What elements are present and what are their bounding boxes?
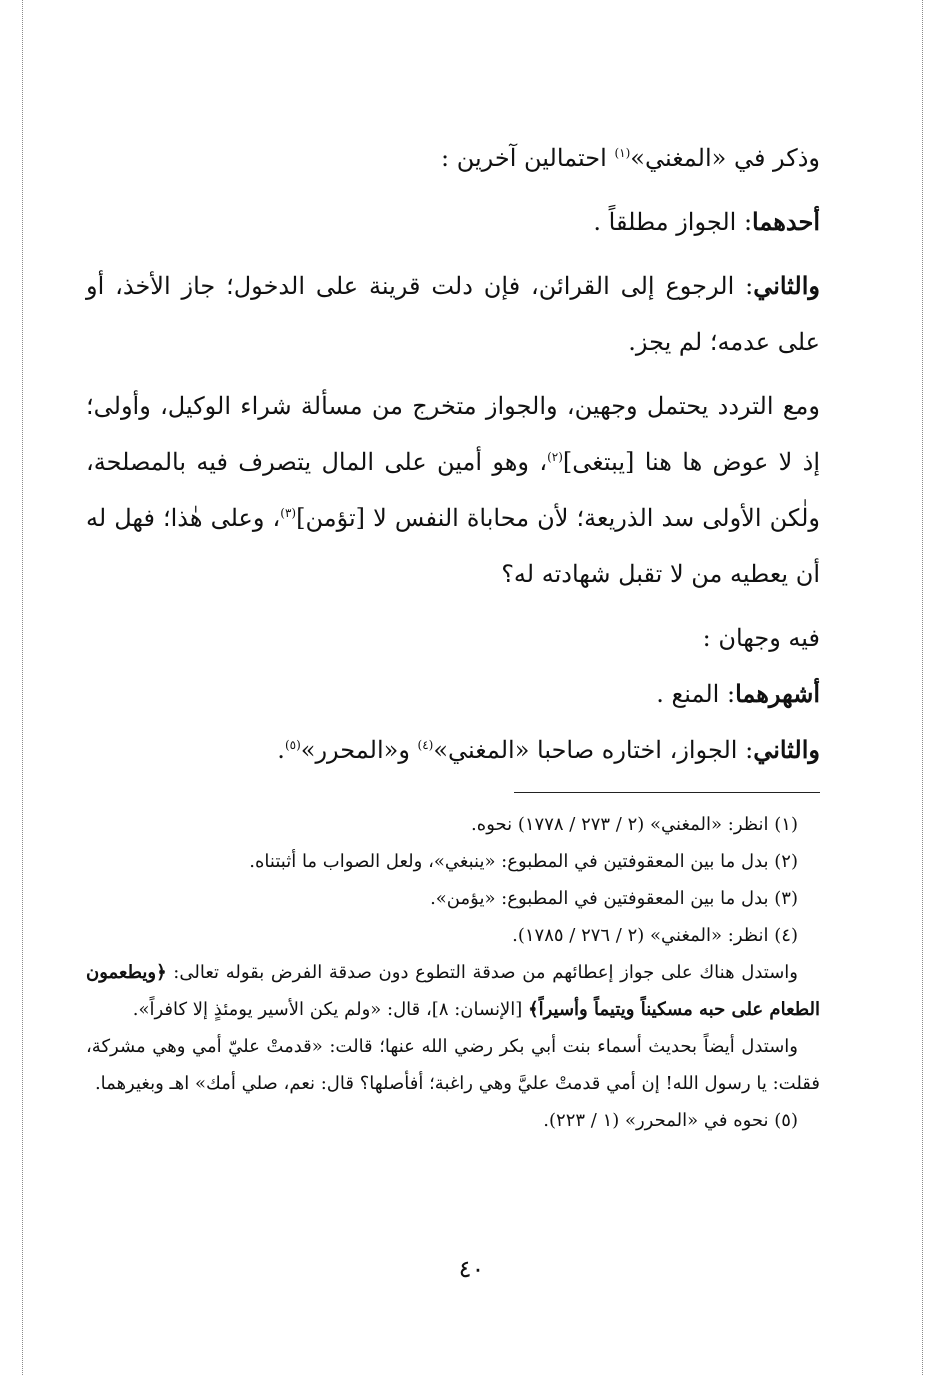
paragraph-5 — [86, 610, 820, 666]
paragraph-7-tail: و«المحرر» — [300, 736, 418, 764]
footnote-4-note-1 — [86, 954, 820, 1028]
footnote-ref-2[interactable]: (٢) — [547, 450, 563, 464]
paragraph-2-lead: أحدهما — [752, 207, 820, 236]
paragraph-3 — [86, 258, 820, 370]
paragraph-7 — [86, 722, 820, 778]
paragraph-1 — [86, 130, 820, 186]
paragraph-7-tail2: . — [277, 736, 285, 764]
scan-border-left — [22, 0, 23, 1375]
page-body — [86, 130, 820, 1139]
scan-border-right — [922, 0, 923, 1375]
paragraph-7-text: : الجواز، اختاره صاحبا «المغني» — [433, 736, 754, 764]
paragraph-5-text: فيه وجهان : — [702, 624, 820, 652]
paragraph-4-tail2: ، وعلى هٰذا؛ فهل له أن يعطيه من لا تقبل شهادته له؟ — [86, 504, 820, 588]
footnote-4-note-1-tail: [الإنسان: ٨]، قال: «ولم يكن الأسير يومئذٍ إلا كافراً». — [132, 999, 529, 1020]
footnote-4-note-2-text: واستدل أيضاً بحديث أسماء بنت أبي بكر رضي الله عنها؛ قالت: «قدمتْ عليّ أمي وهي مشركة، فقلت: يا رسول الله! إن أمي قدمتْ عليَّ وهي راغبة؛ أفأصلها؟ قال: نعم، صلي أمك» اهـ وبغيرهما. — [86, 1036, 820, 1094]
paragraph-1-text: وذكر في «المغني» — [630, 144, 820, 172]
footnote-separator — [86, 792, 820, 794]
quran-verse: ﴿ويطعمون الطعام على حبه مسكيناً ويتيماً وأسيراً﴾ — [86, 962, 820, 1020]
page-number: ٤٠ — [458, 1255, 485, 1283]
footnote-1: (١) انظر: «المغني» (٢ / ٢٧٣ / ١٧٧٨) نحوه. — [471, 814, 798, 835]
paragraph-2 — [86, 194, 820, 250]
footnote-5: (٥) نحوه في «المحرر» (١ / ٢٢٣). — [543, 1110, 798, 1131]
footnote-ref-5[interactable]: (٥) — [284, 738, 301, 752]
footnote-4-note-1-text: واستدل هناك على جواز إعطائهم من صدقة التطوع دون صدقة الفرض بقوله تعالى: — [166, 962, 798, 983]
paragraph-3-lead: والثاني — [753, 271, 820, 300]
footnote-4-note-2 — [86, 1028, 820, 1102]
paragraph-4-tail: ، وهو أمين على المال يتصرف فيه بالمصلحة، ولٰكن الأولى سد الذريعة؛ لأن محاباة النفس لا [تؤمن] — [86, 448, 821, 532]
paragraph-4-text: ومع التردد يحتمل وجهين، والجواز متخرج من مسألة شراء الوكيل، وأولى؛ إذ لا عوض ها هنا [يبتغى] — [86, 392, 820, 476]
paragraph-2-text: : الجواز مطلقاً . — [593, 208, 753, 236]
footnote-2: (٢) بدل ما بين المعقوفتين في المطبوع: «ينبغي»، ولعل الصواب ما أثبتناه. — [249, 851, 798, 872]
footnote-ref-4[interactable]: (٤) — [417, 738, 434, 752]
paragraph-6-lead: أشهرهما — [735, 679, 820, 708]
footnote-3: (٣) بدل ما بين المعقوفتين في المطبوع: «يؤمن». — [430, 888, 798, 909]
footnote-ref-1[interactable]: (١) — [614, 146, 631, 160]
paragraph-6-text: : المنع . — [656, 680, 736, 708]
paragraph-7-lead: والثاني — [753, 735, 820, 764]
footnote-ref-3[interactable]: (٣) — [280, 506, 297, 520]
paragraph-1-tail: احتمالين آخرين : — [441, 144, 615, 172]
footnote-4: (٤) انظر: «المغني» (٢ / ٢٧٦ / ١٧٨٥). — [512, 925, 798, 946]
paragraph-4 — [86, 378, 820, 602]
paragraph-3-text: : الرجوع إلى القرائن، فإن دلت قرينة على الدخول؛ جاز الأخذ، أو على عدمه؛ لم يجز. — [86, 272, 820, 356]
paragraph-6 — [86, 666, 820, 722]
